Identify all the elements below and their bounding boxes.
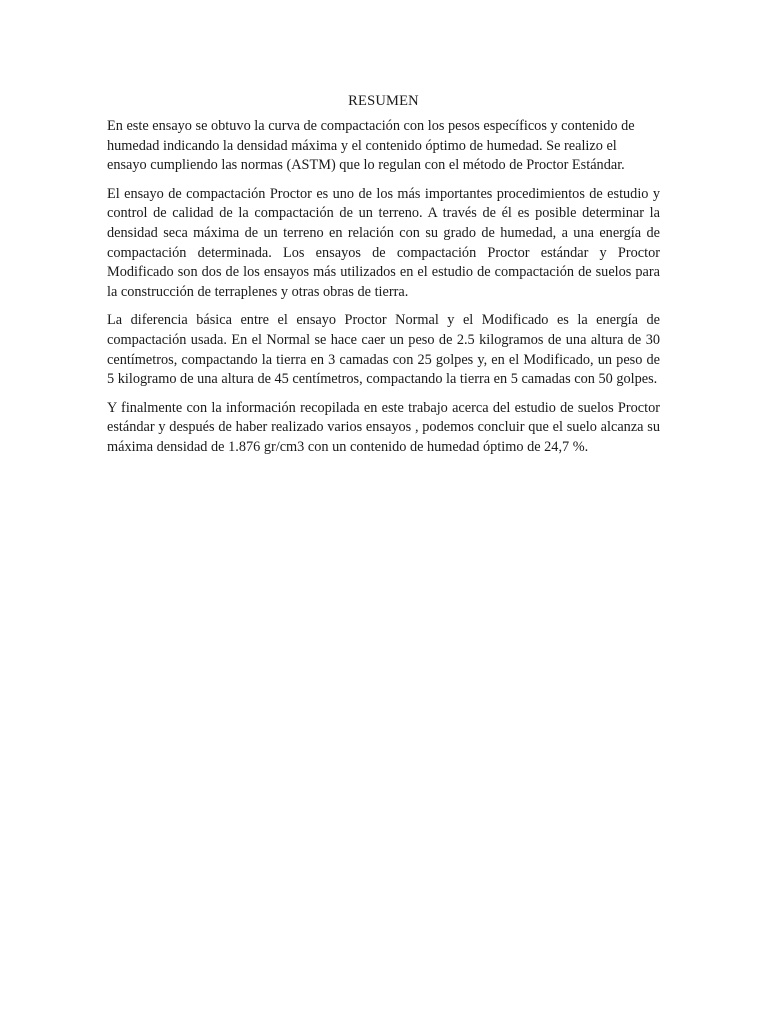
document-title: RESUMEN [348, 93, 419, 109]
paragraph-difference: La diferencia básica entre el ensayo Proctor Normal y el Modificado es la energía de compactación usada. En el Normal se hace caer un peso de 2.5 kilogramos de una altura de 30 centímetros, compactando la tierra en 3 camadas con 25 golpes y, en el Modificado, un peso de 5 kilogramo de una altura de 45 centímetros, compactando la tierra en 5 camadas con 50 golpes. [107, 312, 660, 388]
paragraph-conclusion: Y finalmente con la información recopilada en este trabajo acerca del estudio de suelos Proctor estándar y después de haber realizado varios ensayos , podemos concluir que el suelo alcanza su máxima densidad de 1.876 gr/cm3 con un contenido de humedad óptimo de 24,7 %. [107, 399, 660, 455]
document-body [107, 92, 660, 467]
paragraph-proctor-description: El ensayo de compactación Proctor es uno de los más importantes procedimientos de estudio y control de calidad de la compactación de un terreno. A través de él es posible determinar la densidad seca máxima de un terreno en relación con su grado de humedad, a una energía de compactación determinada. Los ensayos de compactación Proctor estándar y Proctor Modificado son dos de los ensayos más utilizados en el estudio de compactación de suelos para la construcción de terraplenes y otras obras de tierra. [107, 185, 660, 300]
paragraph-summary: En este ensayo se obtuvo la curva de compactación con los pesos específicos y contenido de humedad indicando la densidad máxima y el contenido óptimo de humedad. Se realizo el ensayo cumpliendo las normas (ASTM) que lo regulan con el método de Proctor Estándar. [107, 118, 635, 174]
